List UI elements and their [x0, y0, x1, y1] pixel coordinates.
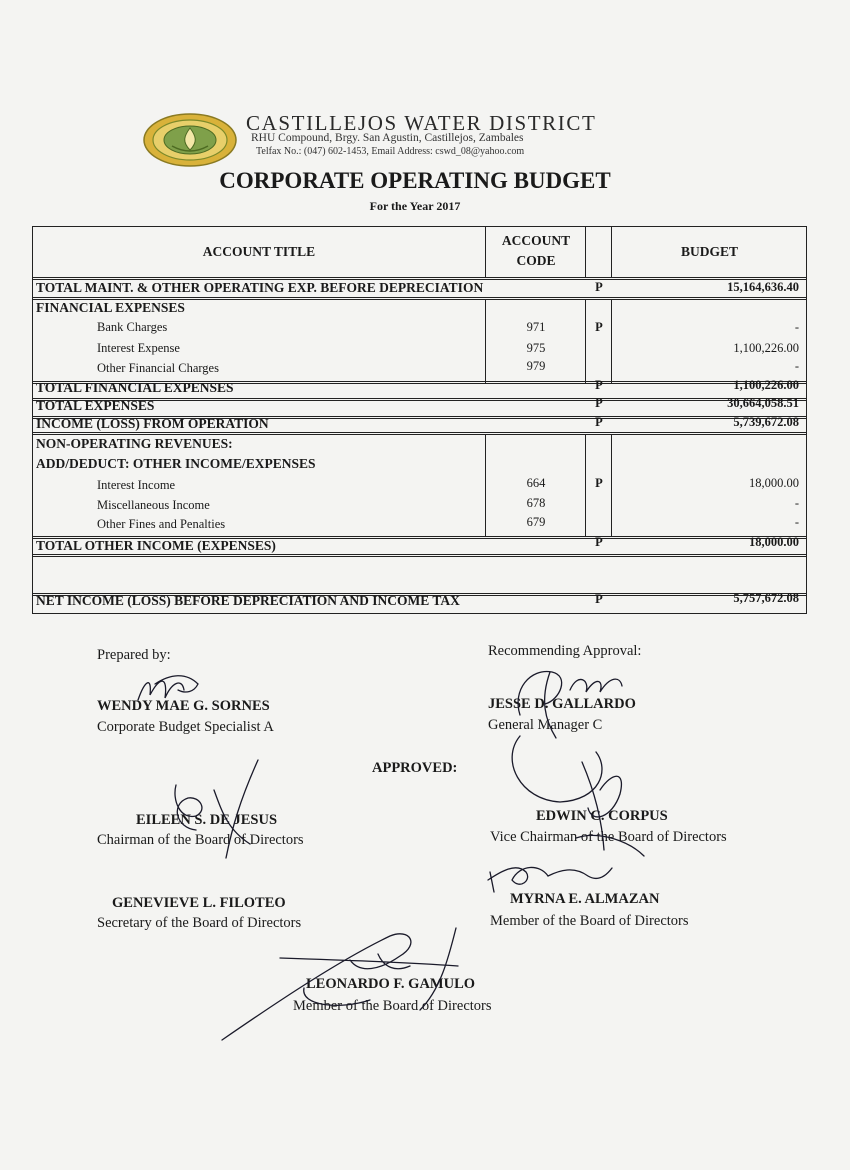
- row-title-other-fines: Other Fines and Penalties: [97, 517, 226, 531]
- preparer-position: Corporate Budget Specialist A: [97, 719, 274, 735]
- amount-total-maint: 15,164,636.40: [727, 280, 799, 294]
- code-misc-income: 678: [526, 496, 546, 510]
- secretary-name: GENEVIEVE L. FILOTEO: [112, 895, 286, 911]
- recommending-approval-label: Recommending Approval:: [488, 643, 642, 659]
- row-title-total-maint: TOTAL MAINT. & OTHER OPERATING EXP. BEFORE DEPRECIATION: [36, 280, 484, 295]
- code-other-fines: 679: [526, 515, 546, 529]
- row-title-net-income: NET INCOME (LOSS) BEFORE DEPRECIATION AND INCOME TAX: [36, 593, 460, 608]
- amount-other-fines: -: [794, 515, 799, 529]
- peso-sign: P: [595, 476, 603, 490]
- row-title-total-other-income: TOTAL OTHER INCOME (EXPENSES): [36, 538, 276, 553]
- row-title-other-financial-charges: Other Financial Charges: [97, 361, 219, 375]
- approved-label: APPROVED:: [372, 760, 458, 776]
- peso-sign: P: [595, 280, 603, 294]
- amount-misc-income: -: [794, 496, 799, 510]
- row-title-bank-charges: Bank Charges: [97, 320, 168, 334]
- amount-total-financial: 1,100,226.00: [733, 378, 799, 392]
- peso-sign: P: [595, 396, 603, 410]
- code-other-financial-charges: 979: [526, 359, 546, 373]
- amount-total-expenses: 30,664,058.51: [727, 396, 799, 410]
- header-account-title: ACCOUNT TITLE: [202, 244, 316, 259]
- vice-chairman-position: Vice Chairman of the Board of Directors: [490, 829, 727, 845]
- vice-chairman-name: EDWIN C. CORPUS: [536, 808, 668, 824]
- amount-bank-charges: -: [794, 320, 799, 334]
- code-interest-income: 664: [526, 476, 546, 490]
- amount-interest-income: 18,000.00: [749, 476, 799, 490]
- section-add-deduct: ADD/DEDUCT: OTHER INCOME/EXPENSES: [36, 456, 316, 471]
- row-title-interest-expense: Interest Expense: [97, 341, 180, 355]
- peso-sign: P: [595, 415, 603, 429]
- chairman-position: Chairman of the Board of Directors: [97, 832, 304, 848]
- row-title-total-financial: TOTAL FINANCIAL EXPENSES: [36, 380, 234, 395]
- row-title-misc-income: Miscellaneous Income: [97, 498, 210, 512]
- peso-sign: P: [595, 378, 603, 392]
- amount-income-from-operation: 5,739,672.08: [733, 415, 799, 429]
- recommender-name: JESSE D. GALLARDO: [488, 696, 636, 712]
- org-name: CASTILLEJOS WATER DISTRICT: [246, 111, 597, 135]
- amount-total-other-income: 18,000.00: [749, 535, 799, 549]
- member-1-name: MYRNA E. ALMAZAN: [510, 891, 660, 907]
- code-bank-charges: 971: [526, 320, 546, 334]
- chairman-name: EILEEN S. DE JESUS: [136, 812, 278, 828]
- amount-net-income: 5,757,672.08: [733, 591, 799, 605]
- header-account-code-line2: CODE: [516, 253, 556, 268]
- row-title-income-from-operation: INCOME (LOSS) FROM OPERATION: [36, 416, 269, 431]
- document-subtitle: For the Year 2017: [369, 199, 461, 213]
- org-contact: Telfax No.: (047) 602-1453, Email Address: cswd_08@yahoo.com: [256, 146, 525, 157]
- secretary-position: Secretary of the Board of Directors: [97, 915, 302, 931]
- document-title: CORPORATE OPERATING BUDGET: [219, 168, 611, 193]
- peso-sign: P: [595, 592, 603, 606]
- peso-sign: P: [595, 535, 603, 549]
- header-account-code-line1: ACCOUNT: [501, 233, 571, 248]
- org-address: RHU Compound, Brgy. San Agustin, Castillejos, Zambales: [251, 132, 524, 144]
- prepared-by-label: Prepared by:: [97, 647, 171, 663]
- section-financial-expenses: FINANCIAL EXPENSES: [36, 300, 185, 315]
- member-2-position: Member of the Board of Directors: [293, 998, 492, 1014]
- amount-interest-expense: 1,100,226.00: [733, 341, 799, 355]
- section-non-operating-revenues: NON-OPERATING REVENUES:: [36, 436, 233, 451]
- peso-sign: P: [595, 320, 603, 334]
- preparer-name: WENDY MAE G. SORNES: [97, 698, 270, 714]
- row-title-interest-income: Interest Income: [97, 478, 176, 492]
- recommender-position: General Manager C: [488, 717, 603, 733]
- amount-other-financial-charges: -: [794, 359, 799, 373]
- code-interest-expense: 975: [526, 341, 546, 355]
- header-budget: BUDGET: [680, 244, 738, 259]
- row-title-total-expenses: TOTAL EXPENSES: [36, 398, 155, 413]
- member-2-name: LEONARDO F. GAMULO: [306, 976, 476, 992]
- member-1-position: Member of the Board of Directors: [490, 913, 689, 929]
